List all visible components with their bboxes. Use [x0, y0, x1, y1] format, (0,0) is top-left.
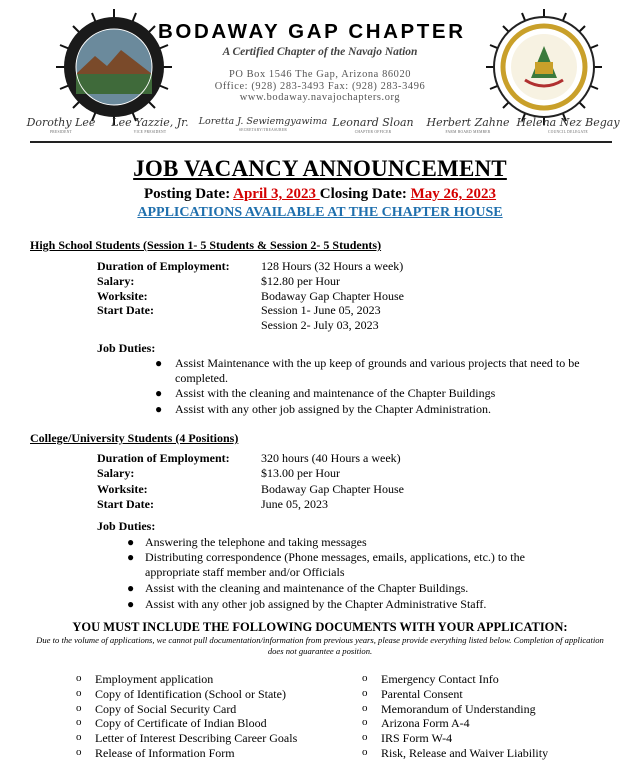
posting-date-label: Posting Date:: [143, 186, 234, 202]
required-documents-note: Due to the volume of applications, we cannot pull documentation/information from previous years, please provide everything listed below. Completion of application does not guarantee a position.: [36, 635, 604, 656]
phone-fax-line: Office: (928) 283-3493 Fax: (928) 283-3496: [214, 80, 426, 92]
list-item: ● Assist with the cleaning and maintenance of the Chapter Buildings.: [127, 581, 469, 595]
document-item: o Employment application: [76, 672, 214, 686]
circle-bullet-icon: o: [76, 672, 82, 684]
field-label: Worksite:: [97, 482, 148, 496]
section-heading-college: College/University Students (4 Positions): [30, 431, 239, 445]
circle-bullet-icon: o: [76, 687, 82, 699]
circle-bullet-icon: o: [362, 672, 368, 684]
field-label: Salary:: [97, 274, 135, 288]
field-label: Start Date:: [97, 497, 154, 511]
official-signature: Helena Nez Begay COUNCIL DELEGATE: [516, 116, 620, 134]
circle-bullet-icon: o: [76, 702, 82, 714]
document-item: o Copy of Certificate of Indian Blood: [76, 716, 267, 730]
job-duties-heading: Job Duties:: [97, 341, 156, 355]
official-signature: Lee Yazzie, Jr. VICE PRESIDENT: [111, 116, 189, 134]
field-value: Session 1- June 05, 2023: [261, 303, 381, 317]
document-item: o Copy of Social Security Card: [76, 702, 237, 716]
bullet-icon: ●: [127, 550, 135, 564]
document-item: o Parental Consent: [362, 687, 463, 701]
field-value: $12.80 per Hour: [261, 274, 340, 288]
required-documents-title: YOU MUST INCLUDE THE FOLLOWING DOCUMENTS WITH YOUR APPLICATION:: [72, 620, 568, 634]
navajo-nation-seal-logo: [485, 8, 603, 126]
section-heading-high-school: High School Students (Session 1- 5 Students & Session 2- 5 Students): [30, 238, 382, 252]
announcement-title: JOB VACANCY ANNOUNCEMENT: [133, 156, 507, 181]
document-item: o IRS Form W-4: [362, 731, 453, 745]
official-signature: Leonard Sloan CHAPTER OFFICER: [332, 116, 414, 134]
list-item: ● Assist with the cleaning and maintenance of the Chapter Buildings: [155, 386, 496, 400]
document-item: o Letter of Interest Describing Career Goals: [76, 731, 298, 745]
document-item: o Risk, Release and Waiver Liability: [362, 746, 549, 760]
official-signature: Loretta J. Sewiemgyawima SECRETARY/TREASURER: [198, 116, 328, 132]
list-item-continuation: appropriate staff member and/or Officials: [145, 565, 345, 579]
field-value: 128 Hours (32 Hours a week): [261, 259, 404, 273]
organization-name: BODAWAY GAP CHAPTER: [158, 20, 466, 43]
list-item: ● Assist Maintenance with the up keep of grounds and various projects that need to be: [155, 356, 580, 370]
field-value: Bodaway Gap Chapter House: [261, 289, 404, 303]
field-label: Salary:: [97, 466, 135, 480]
circle-bullet-icon: o: [76, 731, 82, 743]
bullet-icon: ●: [127, 535, 135, 549]
field-value: 320 hours (40 Hours a week): [261, 451, 401, 465]
applications-availability: APPLICATIONS AVAILABLE AT THE CHAPTER HOUSE: [137, 205, 503, 220]
list-item: ● Assist with any other job assigned by the Chapter Administration.: [155, 402, 491, 416]
list-item: ● Answering the telephone and taking messages: [127, 535, 367, 549]
bullet-icon: ●: [127, 581, 135, 595]
document-item: o Arizona Form A-4: [362, 716, 470, 730]
organization-tagline: A Certified Chapter of the Navajo Nation: [222, 46, 418, 58]
official-signature: Herbert Zahne FARM BOARD MEMBER: [426, 116, 510, 134]
website-line: www.bodaway.navajochapters.org: [239, 92, 401, 103]
field-value: $13.00 per Hour: [261, 466, 340, 480]
posting-closing-dates: [0, 186, 640, 203]
circle-bullet-icon: o: [362, 731, 368, 743]
closing-date-label: Closing Date:: [319, 186, 411, 202]
list-item: ● Distributing correspondence (Phone messages, emails, applications, etc.) to the: [127, 550, 525, 564]
officials-signature-row: [18, 116, 630, 142]
circle-bullet-icon: o: [76, 716, 82, 728]
closing-date: May 26, 2023: [410, 186, 497, 202]
document-item: o Copy of Identification (School or State): [76, 687, 286, 701]
field-label: Duration of Employment:: [97, 259, 230, 273]
posting-date: April 3, 2023: [233, 186, 320, 202]
circle-bullet-icon: o: [76, 746, 82, 758]
field-value: Bodaway Gap Chapter House: [261, 482, 404, 496]
document-item: o Memorandum of Understanding: [362, 702, 536, 716]
organization-contact: [160, 69, 480, 104]
field-value: Session 2- July 03, 2023: [261, 318, 379, 332]
circle-bullet-icon: o: [362, 716, 368, 728]
list-item: ● Assist with any other job assigned by the Chapter Administrative Staff.: [127, 597, 487, 611]
list-item-continuation: completed.: [175, 371, 228, 385]
circle-bullet-icon: o: [362, 746, 368, 758]
letterhead-divider: [30, 141, 612, 143]
circle-bullet-icon: o: [362, 702, 368, 714]
circle-bullet-icon: o: [362, 687, 368, 699]
field-label: Duration of Employment:: [97, 451, 230, 465]
field-value: June 05, 2023: [261, 497, 328, 511]
chapter-seal-logo: [55, 8, 173, 126]
bullet-icon: ●: [155, 386, 163, 400]
job-duties-heading: Job Duties:: [97, 519, 156, 533]
document-item: o Emergency Contact Info: [362, 672, 499, 686]
bullet-icon: ●: [155, 402, 163, 416]
address-line: PO Box 1546 The Gap, Arizona 86020: [228, 69, 412, 80]
bullet-icon: ●: [127, 597, 135, 611]
official-signature: Dorothy Lee PRESIDENT: [26, 116, 96, 134]
bullet-icon: ●: [155, 356, 163, 370]
document-item: o Release of Information Form: [76, 746, 235, 760]
field-label: Start Date:: [97, 303, 154, 317]
field-label: Worksite:: [97, 289, 148, 303]
